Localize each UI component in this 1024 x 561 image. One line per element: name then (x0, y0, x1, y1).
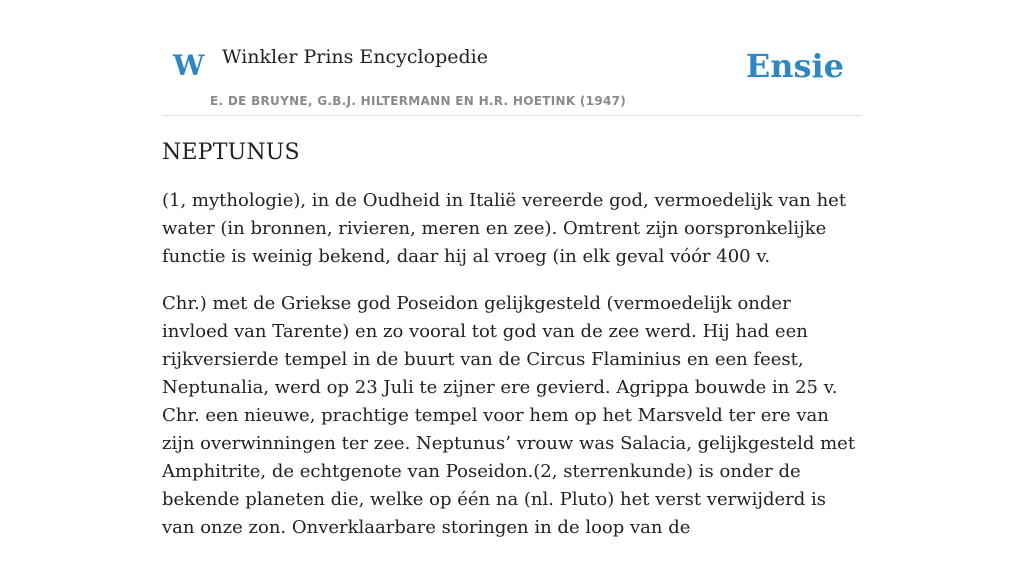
book-logo-icon[interactable]: W (173, 49, 205, 82)
book-authors: E. DE BRUYNE, G.B.J. HILTERMANN EN H.R. HOETINK (1947) (210, 94, 627, 108)
entry-paragraph: (1, mythologie), in de Oudheid in Italië vereerde god, vermoedelijk van het water (in bronnen, rivieren, meren en zee). Omtrent zijn oorspronkelijke functie is weinig bekend, daar hij al vroeg (in elk geval vóór 400 v. (162, 190, 847, 267)
entry-paragraph: Chr.) met de Griekse god Poseidon gelijkgesteld (vermoedelijk onder invloed van Tarente) en zo vooral tot god van de zee werd. Hij had een rijkversierde tempel in de buurt van de Circus Flaminius en een feest, Neptunalia, werd op 23 Juli te zijner ere gevierd. Agrippa bouwde in 25 v. Chr. een nieuwe, prachtige tempel voor hem op het Marsveld ter ere van zijn overwinningen ter zee. Neptunus’ vrouw was Salacia, gelijkgesteld met Amphitrite, de echtgenote van Poseidon.(2, sterrenkunde) is onder de bekende planeten die, welke op één na (nl. Pluto) het verst verwijderd is van onze zon. Onverklaarbare storingen in de loop van de (162, 293, 856, 538)
ensie-logo-link[interactable]: Ensie (745, 47, 844, 85)
entry-content (162, 140, 862, 561)
book-title-link[interactable]: Winkler Prins Encyclopedie (222, 46, 488, 68)
entry-title: NEPTUNUS (162, 140, 300, 165)
header (162, 40, 862, 116)
